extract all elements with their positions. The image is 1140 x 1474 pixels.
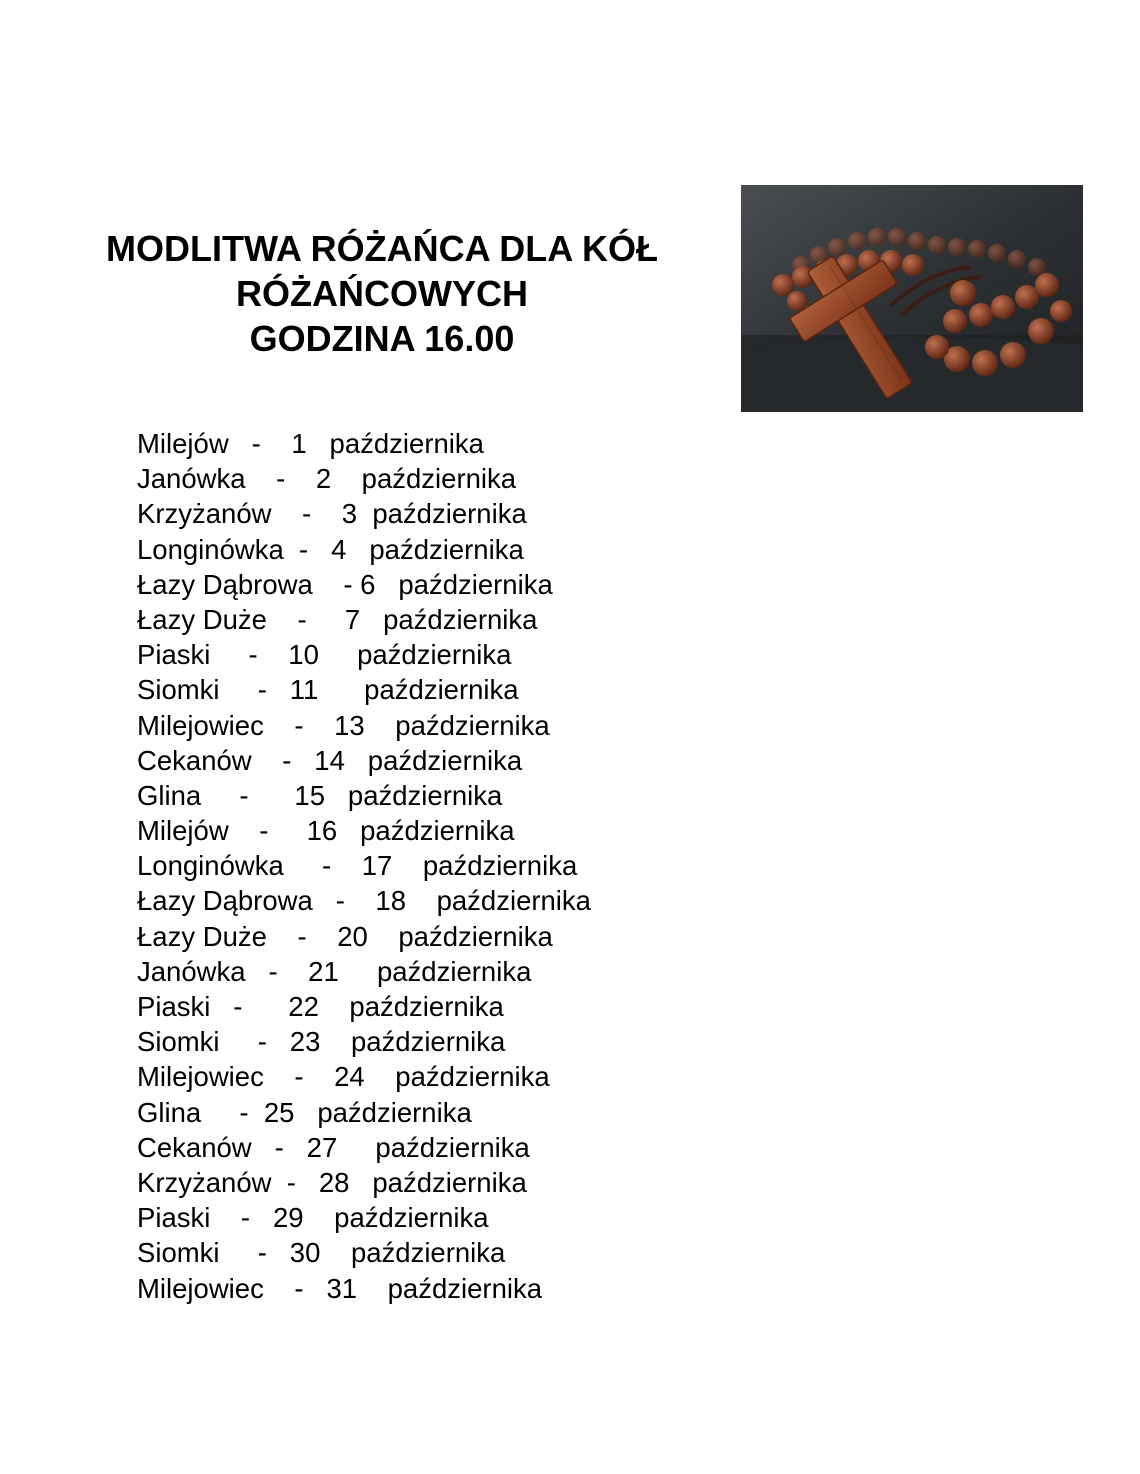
rosary-icon — [741, 185, 1083, 412]
list-item: Siomki - 23 października — [137, 1026, 506, 1058]
list-item: Łazy Dąbrowa - 18 października — [137, 885, 591, 917]
list-item: Piaski - 22 października — [137, 991, 504, 1022]
list-item: Siomki - 11 października — [137, 674, 519, 706]
list-item: Piaski - 29 października — [137, 1202, 489, 1234]
list-item: Milejów - 1 października — [137, 428, 484, 459]
list-item: Siomki - 30 października — [137, 1237, 506, 1269]
list-item: Milejów - 16 października — [137, 815, 515, 847]
list-item: Łazy Dąbrowa - 6 października — [137, 568, 553, 600]
list-item: Milejowiec - 13 października — [137, 709, 550, 741]
list-item: Longinówka - 17 października — [137, 850, 578, 882]
list-item: Piaski - 10 października — [137, 639, 512, 671]
title-line-1: MODLITWA RÓŻAŃCA DLA KÓŁ — [106, 228, 658, 269]
list-item: Krzyżanów - 3 października — [137, 498, 527, 530]
list-item: Glina - 25 października — [137, 1096, 472, 1128]
list-item: Milejowiec - 31 października — [137, 1272, 543, 1304]
list-item: Łazy Duże - 7 października — [137, 603, 538, 635]
list-item: Krzyżanów - 28 października — [137, 1166, 527, 1198]
title-line-2: RÓŻAŃCOWYCH — [236, 273, 528, 314]
list-item: Longinówka - 4 października — [137, 533, 524, 565]
title-line-3: GODZINA 16.00 — [249, 318, 515, 359]
list-item: Janówka - 21 października — [137, 955, 532, 987]
rosary-photo — [741, 185, 1083, 412]
list-item: Cekanów - 14 października — [137, 744, 523, 776]
list-item: Milejowiec - 24 października — [137, 1061, 550, 1093]
list-item: Łazy Duże - 20 października — [137, 920, 553, 952]
list-item: Janówka - 2 października — [137, 463, 517, 495]
list-item: Glina - 15 października — [137, 779, 503, 811]
page-title — [60, 226, 704, 361]
schedule-list — [137, 426, 591, 1306]
list-item: Cekanów - 27 października — [137, 1131, 530, 1163]
